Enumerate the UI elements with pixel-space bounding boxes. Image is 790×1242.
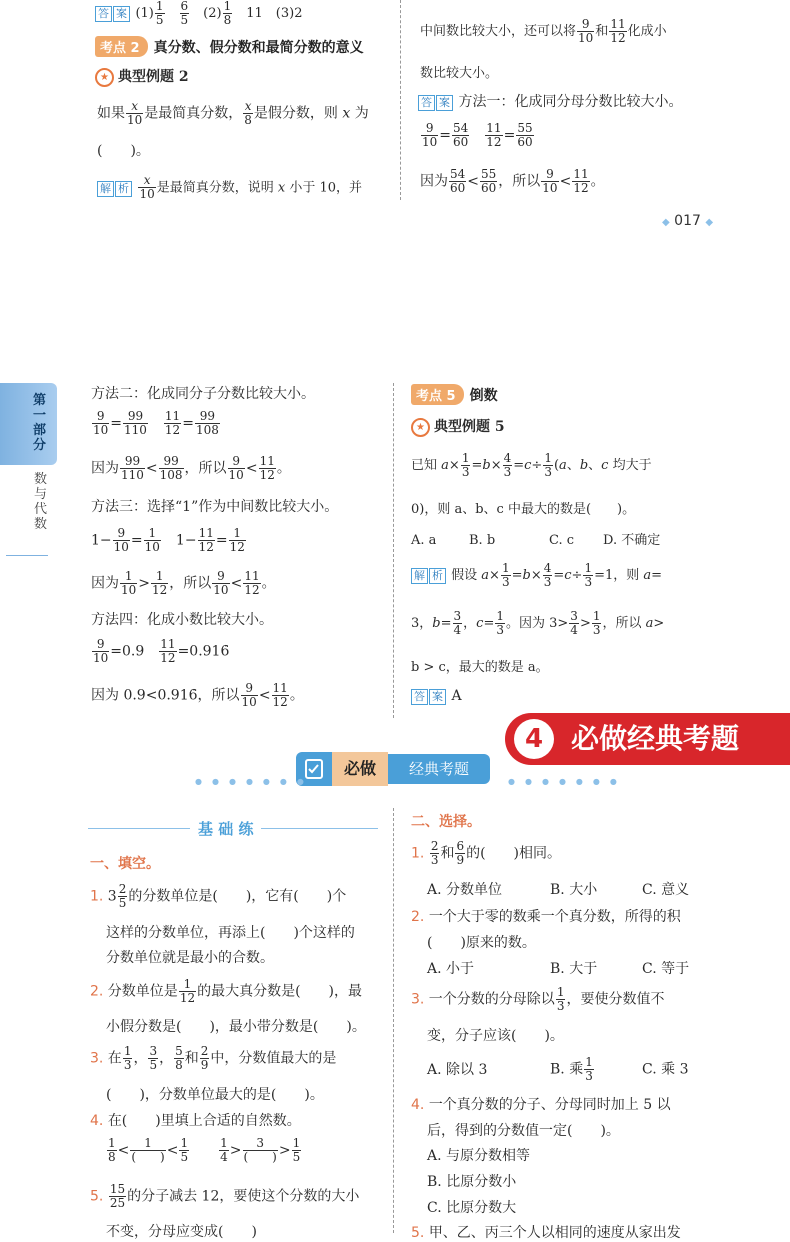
method2: 方法二：化成同分子分数比较大小。 bbox=[91, 386, 315, 402]
fill-q4-line1: 4. 在( )里填上合适的自然数。 bbox=[90, 1113, 301, 1129]
choose-q1-options: A. 分数单位 B. 大小 C. 意义 bbox=[427, 882, 690, 898]
page-number: ◆ 017 ◆ bbox=[662, 213, 714, 229]
choose-q4-line2: 后，得到的分数值一定( )。 bbox=[427, 1123, 620, 1139]
dots-right: ●●●●●●● bbox=[508, 777, 627, 786]
top-right-line2: 数比较大小。 bbox=[420, 66, 499, 81]
fill-q5-line2: 不变，分母应变成( ) bbox=[106, 1224, 257, 1240]
answer-tag: 答 bbox=[95, 6, 112, 22]
fill-q2-line2: 小假分数是( )，最小带分数是( )。 bbox=[106, 1019, 366, 1035]
choose-q4-optionB: B. 比原分数小 bbox=[427, 1174, 517, 1190]
sidebar-rule bbox=[6, 555, 48, 556]
fill-q2-line1: 2. 分数单位是 $\frac{1}{12}$ 的最大真分数是( )，最 bbox=[90, 977, 363, 1005]
method4: 方法四：化成小数比较大小。 bbox=[91, 612, 273, 628]
choose-q4-optionA: A. 与原分数相等 bbox=[427, 1148, 531, 1164]
method4-eq: $\frac{9}{10}$ =0.9 $\frac{11}{12}$ =0.916̇ bbox=[93, 637, 230, 665]
top-right-eq: $\frac{9}{10}$ = $\frac{54}{60}$ $\frac{11}{12}$ = $\frac{55}{60}$ bbox=[422, 121, 533, 149]
part-label: 第一部分 bbox=[33, 393, 47, 453]
example2-analysis: 解 析 $\frac{x}{10}$ 是最简真分数，说明 x 小于 10，并 bbox=[97, 174, 362, 201]
section-banner bbox=[505, 713, 790, 765]
choose-q1: 1. $\frac{2}{3}$ 和 $\frac{6}{9}$ 的( )相同。 bbox=[411, 839, 562, 867]
section-label-sub: 经典考题 bbox=[388, 754, 490, 784]
banner-number: 4 bbox=[514, 719, 554, 759]
star-icon: ★ bbox=[95, 68, 114, 87]
fill-q1-line1: 1. 3 $\frac{2}{5}$ 的分数单位是( )，它有( )个 bbox=[90, 882, 347, 910]
choose-q4-line1: 4. 一个真分数的分子、分母同时加上 5 以 bbox=[411, 1097, 671, 1113]
dots-left: ●●●●●●● bbox=[195, 777, 314, 786]
method3-conclusion: 因为 $\frac{1}{10}$ > $\frac{1}{12}$ ，所以 $\frac{9}{10}$ < $\frac{11}{12}$ 。 bbox=[91, 569, 276, 597]
method3-eq: 1− $\frac{9}{10}$ = $\frac{1}{10}$ 1− $\frac{11}{12}$ = $\frac{1}{12}$ bbox=[91, 526, 245, 554]
fill-q3-line2: ( )，分数单位最大的是( )。 bbox=[106, 1087, 324, 1103]
example5-answer: 答 案 A bbox=[411, 688, 462, 705]
point5-badge: 考点 5 bbox=[411, 384, 464, 405]
choose-q2-line2: ( )原来的数。 bbox=[427, 935, 536, 951]
example2-question: 如果 $\frac{x}{10}$ 是最简真分数， $\frac{x}{8}$ 是假分数，则 x 为 bbox=[97, 99, 369, 127]
fill-q4-line2: $\frac{1}{8}$ < $\frac{1}{( )}$ < $\frac{1}{5}$ $\frac{1}{4}$ > $\frac{3}{( )}$ > $\frac{1}{5}$ bbox=[108, 1136, 301, 1164]
example2-heading: ★ 典型例题 2 bbox=[95, 66, 189, 87]
method2-eq: $\frac{9}{10}$ = $\frac{99}{110}$ $\frac{11}{12}$ = $\frac{99}{108}$ bbox=[93, 409, 219, 437]
example5-analysis1: 解 析 假设 a× $\frac{1}{3}$ =b× $\frac{4}{3}$ =c÷ $\frac{1}{3}$ =1，则 a= bbox=[411, 562, 662, 589]
section-label bbox=[296, 752, 494, 788]
fill-title: 一、填空。 bbox=[90, 856, 160, 872]
top-answer-line: 答 案 (1) $\frac{1}{5}$ $\frac{6}{5}$ (2) $\frac{1}{8}$ 11 (3)2 bbox=[95, 0, 302, 27]
top-right-line1: 中间数比较大小，还可以将 $\frac{9}{10}$ 和 $\frac{11}{12}$ 化成小 bbox=[420, 17, 667, 45]
top-column-divider bbox=[400, 0, 401, 200]
choose-q2-options: A. 小于 B. 大于 C. 等于 bbox=[427, 961, 690, 977]
fill-q3-line1: 3. 在 $\frac{1}{3}$ ， $\frac{3}{5}$ ， $\frac{5}{8}$ 和 $\frac{2}{9}$ 中，分数值最大的是 bbox=[90, 1044, 337, 1072]
part-tab bbox=[0, 383, 57, 465]
fill-q5-line1: 5. $\frac{15}{25}$ 的分子减去 12，要使这个分数的大小 bbox=[90, 1182, 360, 1210]
star-icon: ★ bbox=[411, 418, 430, 437]
method4-conclusion: 因为 0.9<0.916̇，所以 $\frac{9}{10}$ < $\frac{11}{12}$ 。 bbox=[91, 681, 304, 709]
topic-label: 数与代数 bbox=[34, 472, 48, 532]
choose-q3-options: A. 除以 3 B. 乘 $\frac{1}{3}$ C. 乘 3 bbox=[427, 1055, 689, 1083]
example5-q2: 0)，则 a、b、c 中最大的数是( )。 bbox=[411, 502, 636, 517]
choose-q2-line1: 2. 一个大于零的数乘一个真分数，所得的积 bbox=[411, 909, 681, 925]
example5-analysis2: 3，b= $\frac{3}{4}$ ，c= $\frac{1}{3}$ 。因为 3> $\frac{3}{4}$ > $\frac{1}{3}$ ，所以 a> bbox=[411, 609, 665, 637]
top-right-conclusion: 因为 $\frac{54}{60}$ < $\frac{55}{60}$ ，所以 $\frac{9}{10}$ < $\frac{11}{12}$ 。 bbox=[420, 167, 605, 195]
point5-heading: 考点 5 倒数 bbox=[411, 384, 498, 405]
fill-q1-line2: 这样的分数单位，再添上( )个这样的 bbox=[106, 925, 355, 941]
example5-analysis3: b > c，最大的数是 a。 bbox=[411, 660, 549, 675]
example5-heading: ★ 典型例题 5 bbox=[411, 416, 505, 437]
section-label-main: 必做 bbox=[332, 752, 388, 786]
choose-q3-line2: 变，分子应该( )。 bbox=[427, 1028, 564, 1044]
choose-q5-line1: 5. 甲、乙、丙三个人以相同的速度从家出发 bbox=[411, 1225, 681, 1241]
choose-title: 二、选择。 bbox=[411, 814, 481, 830]
point2-title: 真分数、假分数和最简分数的意义 bbox=[153, 40, 364, 56]
point2-heading bbox=[95, 36, 364, 57]
fill-q1-line3: 分数单位就是最小的合数。 bbox=[106, 950, 274, 966]
top-right-method1: 答 案 方法一：化成同分母分数比较大小。 bbox=[418, 91, 682, 111]
example5-q1: 已知 a× $\frac{1}{3}$ =b× $\frac{4}{3}$ =c÷ $\frac{1}{3}$ (a、b、c 均大于 bbox=[411, 451, 652, 479]
exercise-column-divider bbox=[393, 808, 394, 1233]
choose-q4-optionC: C. 比原分数大 bbox=[427, 1200, 517, 1216]
choose-q3-line1: 3. 一个分数的分母除以 $\frac{1}{3}$ ，要使分数值不 bbox=[411, 985, 665, 1013]
method3: 方法三：选择“1”作为中间数比较大小。 bbox=[91, 499, 339, 515]
middle-column-divider bbox=[393, 383, 394, 718]
banner-title: 必做经典考题 bbox=[571, 722, 740, 755]
point2-badge: 考点 2 bbox=[95, 36, 148, 57]
example2-blank: ( )。 bbox=[97, 143, 150, 159]
basic-practice-title: 基 础 练 bbox=[190, 818, 261, 839]
answer-text: (1) $\frac{1}{5}$ $\frac{6}{5}$ (2) $\frac{1}{8}$ 11 (3)2 bbox=[135, 0, 303, 27]
method2-conclusion: 因为 $\frac{99}{110}$ < $\frac{99}{108}$ ，所以 $\frac{9}{10}$ < $\frac{11}{12}$ 。 bbox=[91, 454, 291, 482]
example5-options: A. a B. b C. c D. 不确定 bbox=[411, 533, 661, 548]
